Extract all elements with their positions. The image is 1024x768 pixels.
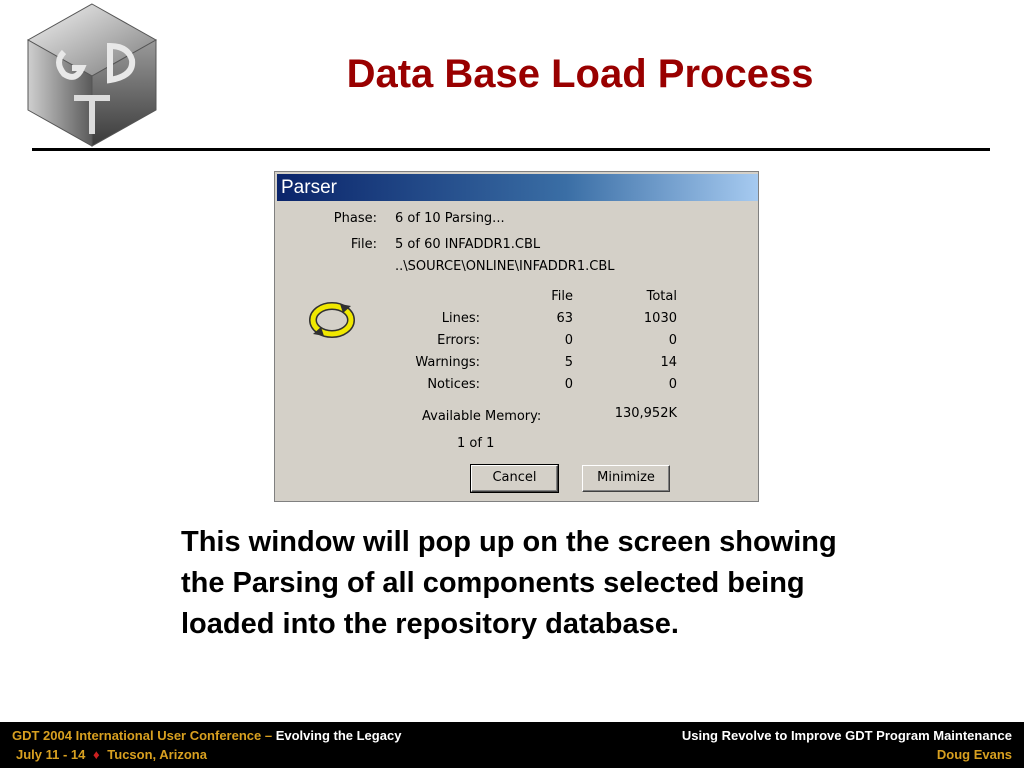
slide-title: Data Base Load Process: [346, 52, 814, 96]
phase-value: 6 of 10 Parsing...: [395, 211, 505, 226]
file-label: File:: [350, 237, 377, 252]
stat-row-file-value: 63: [556, 311, 573, 326]
stat-row-total-value: 14: [660, 355, 677, 370]
stat-row-label: Warnings:: [415, 355, 480, 370]
footer-conference-name: GDT 2004 International User Conference –: [12, 728, 273, 743]
footer-dates: July 11 - 14: [16, 747, 86, 762]
refresh-arrows-icon: [307, 300, 357, 340]
stat-row-file-value: 5: [564, 355, 573, 370]
stat-row-file-value: 0: [564, 377, 573, 392]
file-value: 5 of 60 INFADDR1.CBL: [395, 237, 541, 252]
footer-conference-theme: Evolving the Legacy: [275, 728, 402, 743]
phase-label: Phase:: [333, 211, 377, 226]
diamond-separator-icon: ♦: [93, 747, 100, 762]
footer-conference: [12, 728, 401, 743]
stat-row-file-value: 0: [564, 333, 573, 348]
cancel-button[interactable]: Cancel: [471, 465, 558, 492]
footer-bar: [0, 722, 1024, 768]
footer-presenter: Doug Evans: [936, 747, 1012, 762]
stat-row-label: Notices:: [427, 377, 480, 392]
file-path: ..\SOURCE\ONLINE\INFADDR1.CBL: [395, 259, 615, 274]
footer-dates-location: [16, 747, 207, 762]
progress-counter: 1 of 1: [457, 436, 495, 451]
available-memory-value: 130,952K: [614, 406, 677, 421]
stat-row-label: Lines:: [441, 311, 480, 326]
available-memory-label: Available Memory:: [422, 409, 542, 424]
stat-row-label: Errors:: [437, 333, 480, 348]
parser-dialog: [274, 171, 759, 502]
gdt-cube-logo-icon: [24, 2, 160, 148]
title-divider: [32, 148, 990, 151]
parser-window-title: Parser: [281, 177, 337, 198]
stat-row-total-value: 0: [668, 377, 677, 392]
column-header-file: File: [551, 289, 573, 304]
footer-location: Tucson, Arizona: [107, 747, 207, 762]
minimize-button[interactable]: Minimize: [582, 465, 670, 492]
column-header-total: Total: [646, 289, 677, 304]
stat-row-total-value: 1030: [643, 311, 677, 326]
parser-titlebar[interactable]: [277, 174, 758, 201]
footer-presentation-title: Using Revolve to Improve GDT Program Maintenance: [681, 728, 1012, 743]
stat-row-total-value: 0: [668, 333, 677, 348]
slide-body-text: This window will pop up on the screen showing the Parsing of all components selected being loaded into the repository database.: [181, 526, 837, 640]
